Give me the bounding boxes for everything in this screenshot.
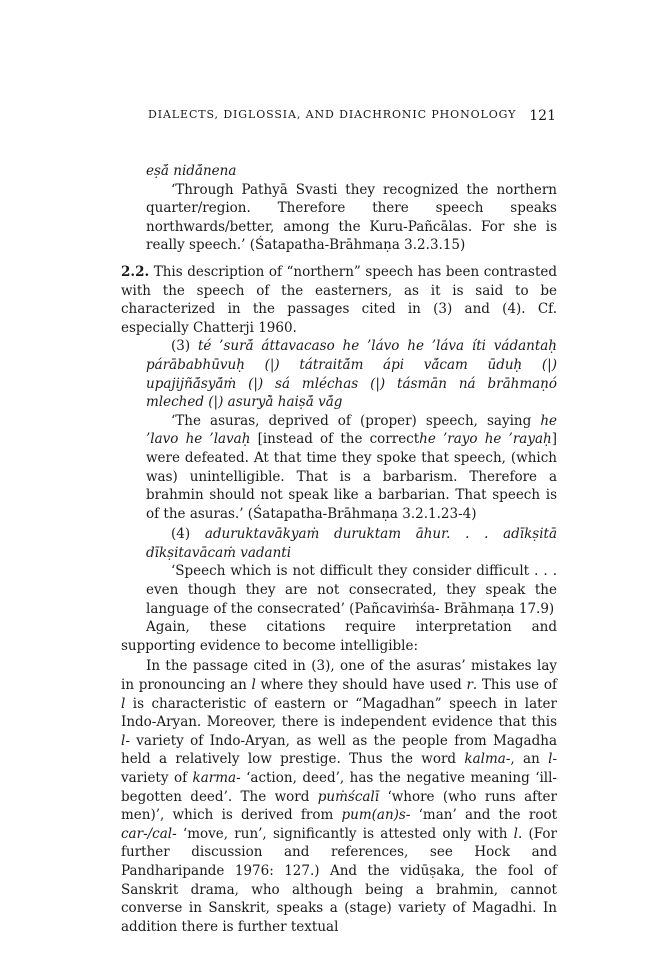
page-header	[148, 108, 556, 128]
example-translation: ‘The asuras, deprived of (proper) speech, saying he ’lavo he ’lavaḥ [instead of the correcthe ’rayo he ’rayaḥ] were defeated. At that time they spoke that speech, (which was) unintelligible. That is a barbarism. Therefore a brahmin should not speak like a barbarian. That speech is of the asuras.’ (Śatapatha-Brāhmaṇa 3.2.1.23-4)	[146, 412, 557, 522]
section-number: 2.2.	[121, 263, 150, 280]
example-number: (3)	[171, 338, 191, 355]
example-sanskrit: aduruktavākyaṁ duruktam āhur. . . adīkṣitā dīkṣitavācaṁ vadanti	[146, 526, 557, 561]
body-paragraph: Again, these citations require interpretation and supporting evidence to become intelligible:	[121, 619, 557, 654]
running-head: DIALECTS, DIGLOSSIA, AND DIACHRONIC PHONOLOGY	[148, 108, 517, 121]
quote-sanskrit: eṣā́ nidā́nena	[146, 163, 237, 179]
example-number: (4)	[171, 526, 191, 543]
example-4	[146, 525, 557, 618]
section-text: This description of “northern” speech has been contrasted with the speech of the easterners, as it is said to be characterized in the passages cited in (3) and (4). Cf. especially Chatterji 1960.	[121, 263, 557, 336]
section-paragraph	[121, 263, 557, 337]
example-translation: ‘Speech which is not difficult they consider difficult . . . even though they are not consecrated, they speak the language of the consecrated’ (Pañcaviṁśa- Brāhmaṇa 17.9)	[146, 563, 557, 617]
page-number: 121	[529, 108, 556, 124]
example-sanskrit: té ’surā́ áttavacaso he ’lávo he ’láva íti vádantaḥ párābabhūvuḥ (|) tátraitā́m ápi vā́cam ūduḥ (|) upajijñā́syā́ṁ (|) sá mléchas (|) tásmān ná brāhmaṇó mleched (|) asuryā̀ haiṣā́ vā́g	[146, 338, 557, 411]
page-body	[121, 162, 557, 936]
example-3	[146, 337, 557, 523]
quote-block-top	[146, 162, 557, 255]
body-paragraph: In the passage cited in (3), one of the asuras’ mistakes lay in pronouncing an l where they should have used r. This use of l is characteristic of eastern or “Magadhan” speech in later Indo-Aryan. Moreover, there is independent evidence that this l- variety of Indo-Aryan, as well as the people from Magadha held a relatively low prestige. Thus the word kalma-, an l-variety of karma- ‘action, deed’, has the negative meaning ‘ill-begotten deed’. The word puṁścalī ‘whore (who runs after men)’, which is derived from pum(an)s- ‘man’ and the root car-/cal- ‘move, run’, significantly is attested only with l. (For further discussion and references, see Hock and Pandharipande 1976: 127.) And the vidūṣaka, the fool of Sanskrit drama, who although being a brahmin, cannot converse in Sanskrit, speaks a (stage) variety of Magadhi. In addition there is further textual	[121, 658, 558, 935]
quote-translation: ‘Through Pathyā Svasti they recognized the northern quarter/region. Therefore there speech speaks northwards/better, among the Kuru-Pañcālas. For she is really speech.’ (Śatapatha-Brāhmaṇa 3.2.3.15)	[146, 181, 557, 254]
